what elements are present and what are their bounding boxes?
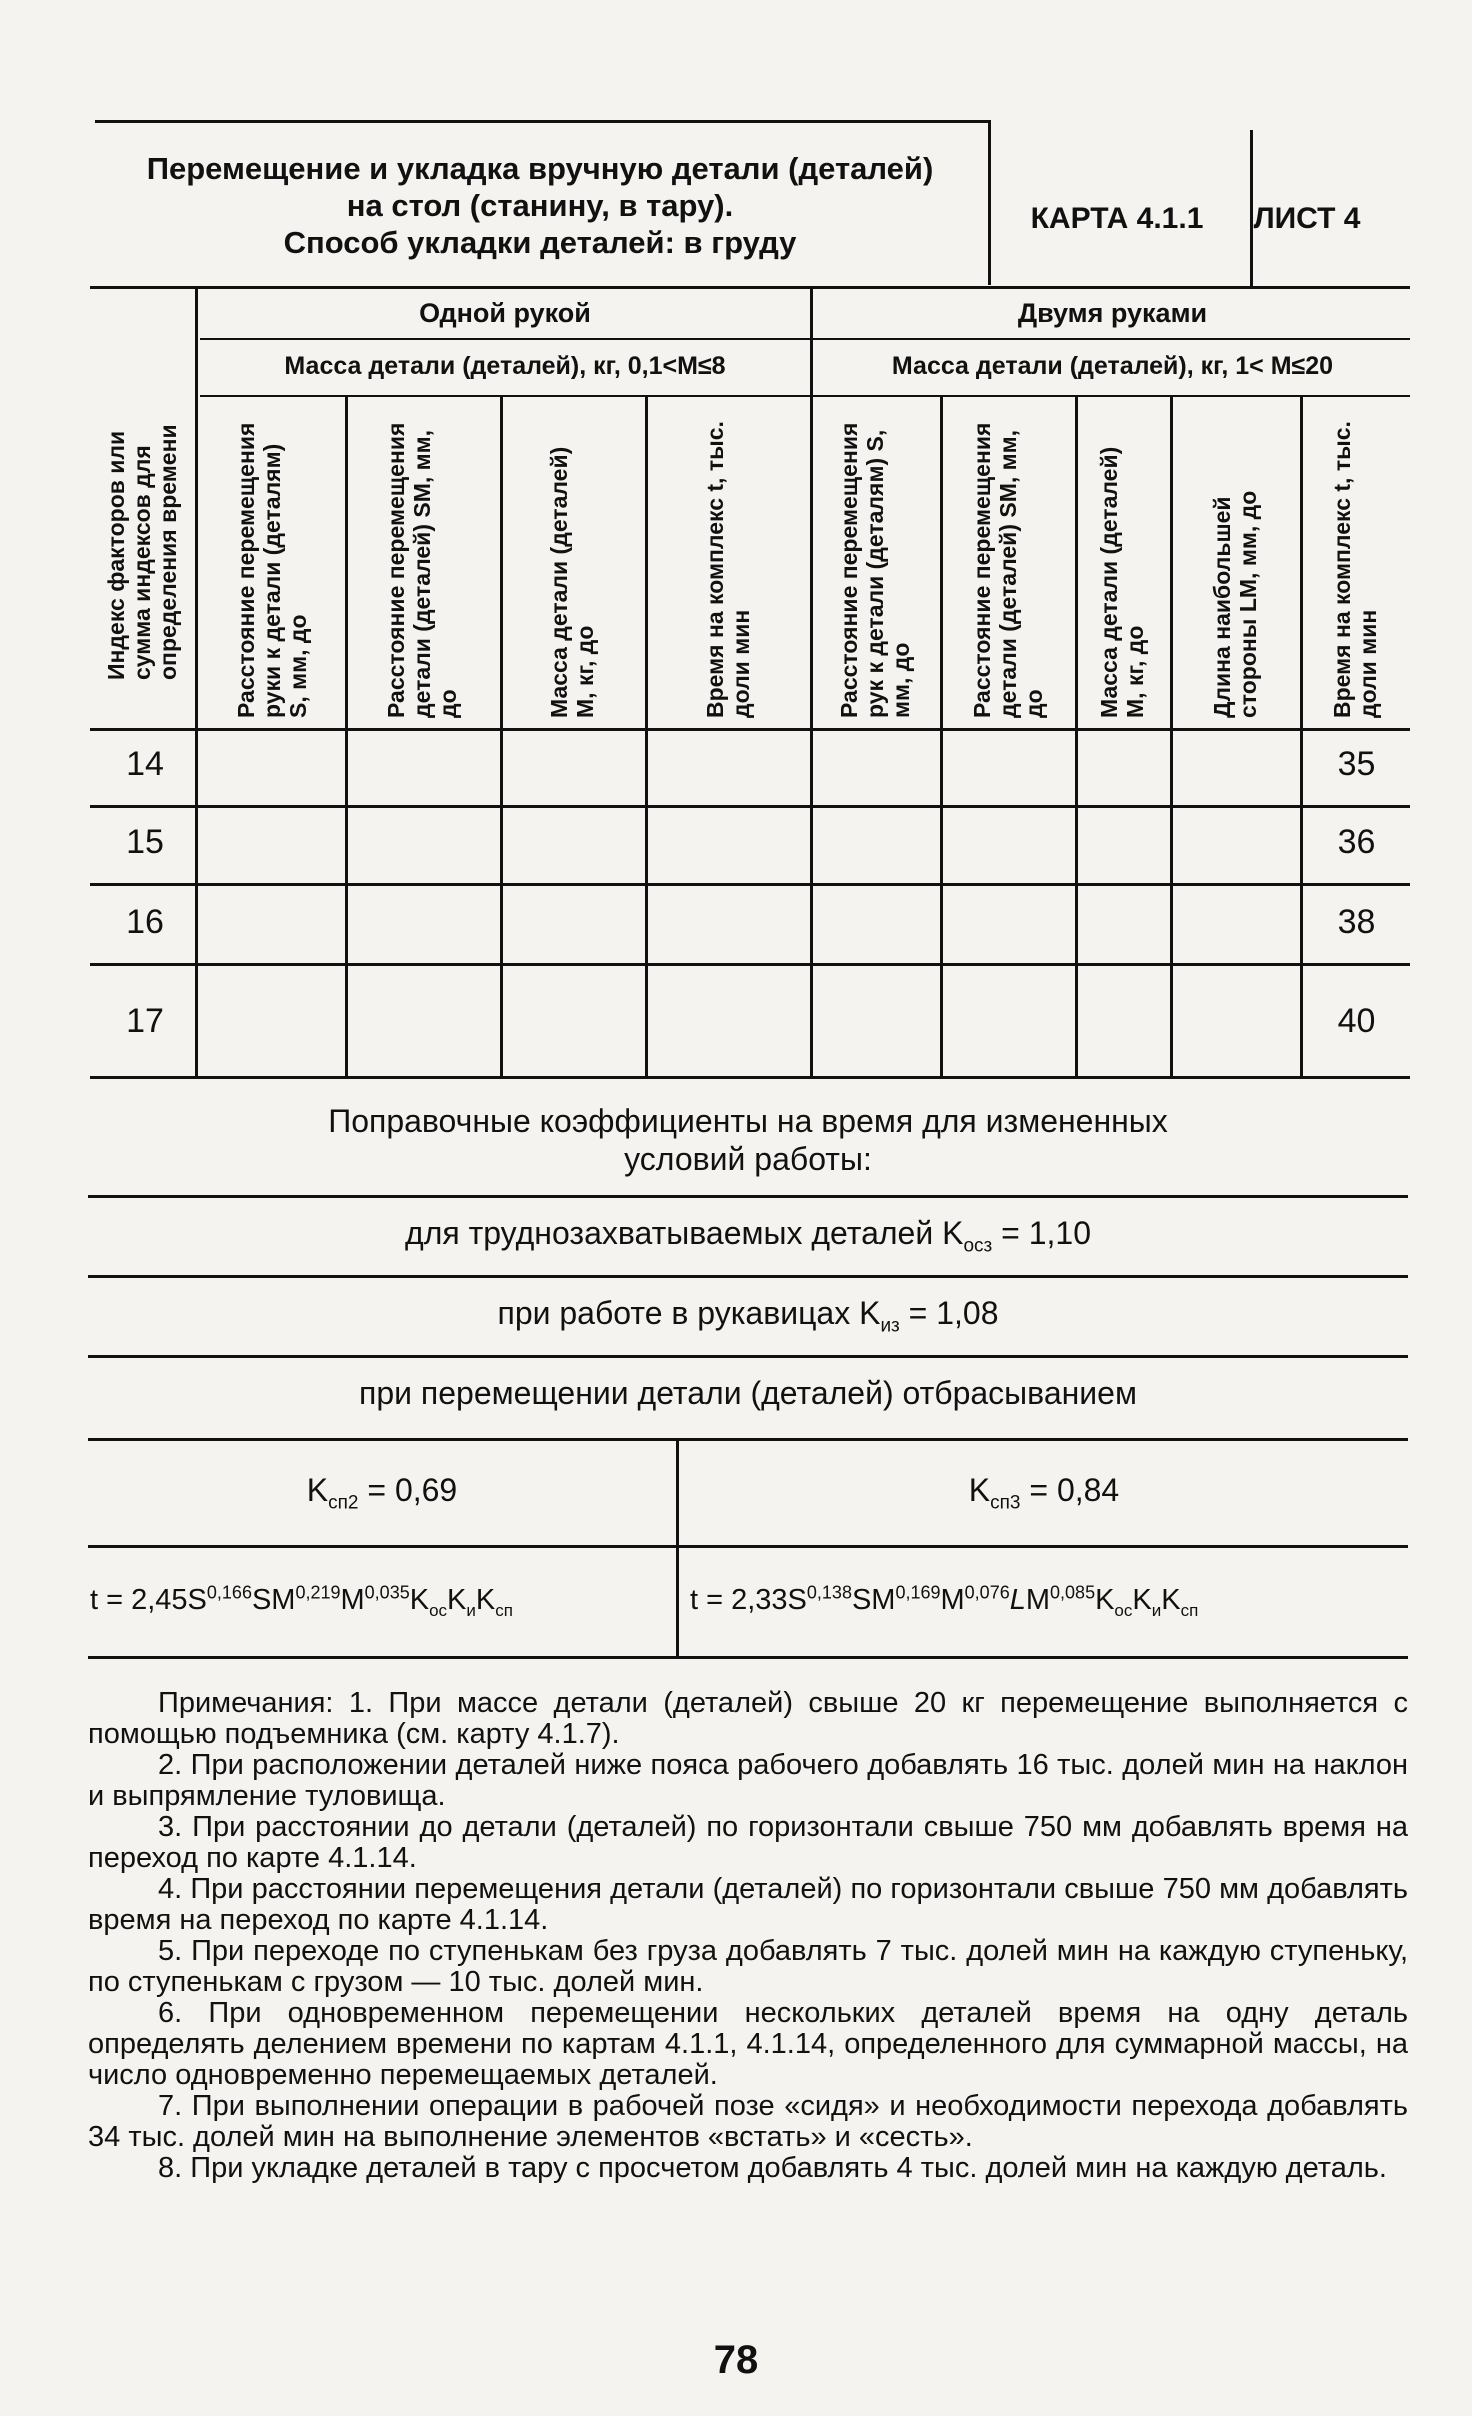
header-one-hand-reach: Расстояние перемещения руки к детали (деталям) S, мм, до — [233, 422, 311, 718]
header-two-hands-length: Длина наибольшей стороны LM, мм, до — [1209, 490, 1261, 718]
title-line-2: на стол (станину, в тару). — [346, 188, 734, 223]
note-5: 5. При переходе по ступенькам без груза добавлять 7 тыс. долей мин на каждую ступеньку, по ступенькам с грузом — 10 тыс. долей мин. — [88, 1935, 1408, 1998]
group-title-rule — [200, 338, 1410, 340]
one-hand-title: Одной рукой — [419, 298, 591, 328]
formula-rule — [88, 1545, 1408, 1548]
table-row-time: 38 — [1337, 903, 1376, 941]
header-two-hands-mass: Масса детали (деталей) M, кг, до — [1096, 446, 1148, 718]
corrections-rule — [88, 1438, 1408, 1441]
col-divider — [645, 395, 648, 1076]
header-two-hands-time: Время на комплекс t, тыс. доли мин — [1329, 421, 1381, 718]
header-two-hands-reach: Расстояние перемещения рук к детали (деталям) S, мм, до — [836, 422, 914, 718]
table-top-rule — [90, 286, 1410, 289]
title-line-1: Перемещение и укладка вручную детали (деталей) — [146, 151, 934, 186]
note-3: 3. При расстоянии до детали (деталей) по горизонтали свыше 750 мм добавлять время на переход по карте 4.1.14. — [88, 1811, 1408, 1874]
note-4: 4. При расстоянии перемещения детали (деталей) по горизонтали свыше 750 мм добавлять время на переход по карте 4.1.14. — [88, 1873, 1408, 1936]
page-number: 78 — [713, 2338, 759, 2382]
k-sp2-coefficient: $K_{сп2} = 0,69$ — [306, 1472, 458, 1514]
table-row-time: 36 — [1337, 823, 1376, 861]
col-divider — [1170, 395, 1173, 1076]
formula-right: $t = 2,33S^{0,138}SM^{0,169}M^{0,076}LM^{0,085}K_{ос}K_иK_{сп}$ — [690, 1582, 1199, 1620]
corrections-rule — [88, 1275, 1408, 1278]
col-divider — [345, 395, 348, 1076]
two-hands-mass-range: Масса детали (деталей), кг, 1< M≤20 — [891, 352, 1334, 380]
corrections-rule — [88, 1195, 1408, 1198]
title-line-3: Способ укладки деталей: в груду — [283, 225, 797, 260]
formula-bottom-rule — [88, 1656, 1408, 1659]
header-one-hand-move: Расстояние перемещения детали (деталей) SM, мм, до — [383, 422, 461, 718]
hard-grip-coefficient: для труднозахватываемых деталей $K_{осз} = 1,10$ — [405, 1215, 1091, 1257]
header-one-hand-mass: Масса детали (деталей) M, кг, до — [546, 446, 598, 718]
col-divider — [1300, 395, 1303, 1076]
header-top-rule — [95, 120, 990, 123]
table-row-index: 16 — [126, 903, 164, 941]
corrections-rule — [88, 1355, 1408, 1358]
note-7: 7. При выполнении операции в рабочей позе «сидя» и необходимости перехода добавлять 34 тыс. долей мин на выполнение элементов «встать» и «сесть». — [88, 2090, 1408, 2153]
gloves-coefficient: при работе в рукавицах $K_{из} = 1,08$ — [497, 1295, 999, 1337]
header-index-col: Индекс факторов или сумма индексов для определения времени — [103, 424, 181, 680]
table-bottom-rule — [90, 1076, 1410, 1079]
col-divider — [940, 395, 943, 1076]
row-rule — [90, 883, 1410, 886]
card-number: КАРТА 4.1.1 — [1030, 202, 1204, 235]
row-rule — [90, 963, 1410, 966]
note-8: 8. При укладке деталей в тару с просчетом добавлять 4 тыс. долей мин на каждую деталь. — [158, 2152, 1387, 2184]
table-row-index: 17 — [126, 1002, 164, 1040]
header-divider-1 — [988, 120, 991, 285]
corrections-heading: Поправочные коэффициенты на время для измененных условий работы: — [328, 1103, 1168, 1177]
note-2: 2. При расположении деталей ниже пояса рабочего добавлять 16 тыс. долей мин на наклон и выпрямление туловища. — [88, 1749, 1408, 1812]
k-sp3-coefficient: $K_{сп3} = 0,84$ — [968, 1472, 1120, 1514]
note-1: Примечания: 1. При массе детали (деталей) свыше 20 кг перемещение выполняется с помощью подъемника (см. карту 4.1.7). — [88, 1687, 1408, 1750]
mass-range-rule — [200, 395, 1410, 397]
col-divider — [500, 395, 503, 1076]
two-hands-title: Двумя руками — [1017, 298, 1208, 328]
header-bottom-rule — [90, 728, 1410, 731]
note-6: 6. При одновременном перемещении нескольких деталей время на одну деталь определять делением времени по картам 4.1.1, 4.1.14, определенного для суммарной массы, на число одновременно перемещаемых деталей. — [88, 1997, 1408, 2091]
notes-block — [88, 1688, 1408, 2184]
formula-left: $t = 2,45S^{0,166}SM^{0,219}M^{0,035}K_{ос}K_иK_{сп}$ — [90, 1582, 513, 1620]
table-row-index: 15 — [126, 823, 164, 861]
header-two-hands-move: Расстояние перемещения детали (деталей) SM, мм, до — [969, 422, 1047, 718]
card-title — [100, 150, 980, 261]
throwing-label: при перемещении детали (деталей) отбрасыванием — [359, 1375, 1137, 1411]
table-row-time: 35 — [1337, 745, 1376, 783]
header-one-hand-time: Время на комплекс t, тыс. доли мин — [702, 421, 754, 718]
table-row-time: 40 — [1337, 1002, 1376, 1040]
group-divider — [810, 286, 813, 1076]
row-rule — [90, 805, 1410, 808]
sheet-number: ЛИСТ 4 — [1253, 202, 1361, 235]
one-hand-mass-range: Масса детали (деталей), кг, 0,1<M≤8 — [284, 352, 726, 380]
table-row-index: 14 — [126, 745, 164, 783]
